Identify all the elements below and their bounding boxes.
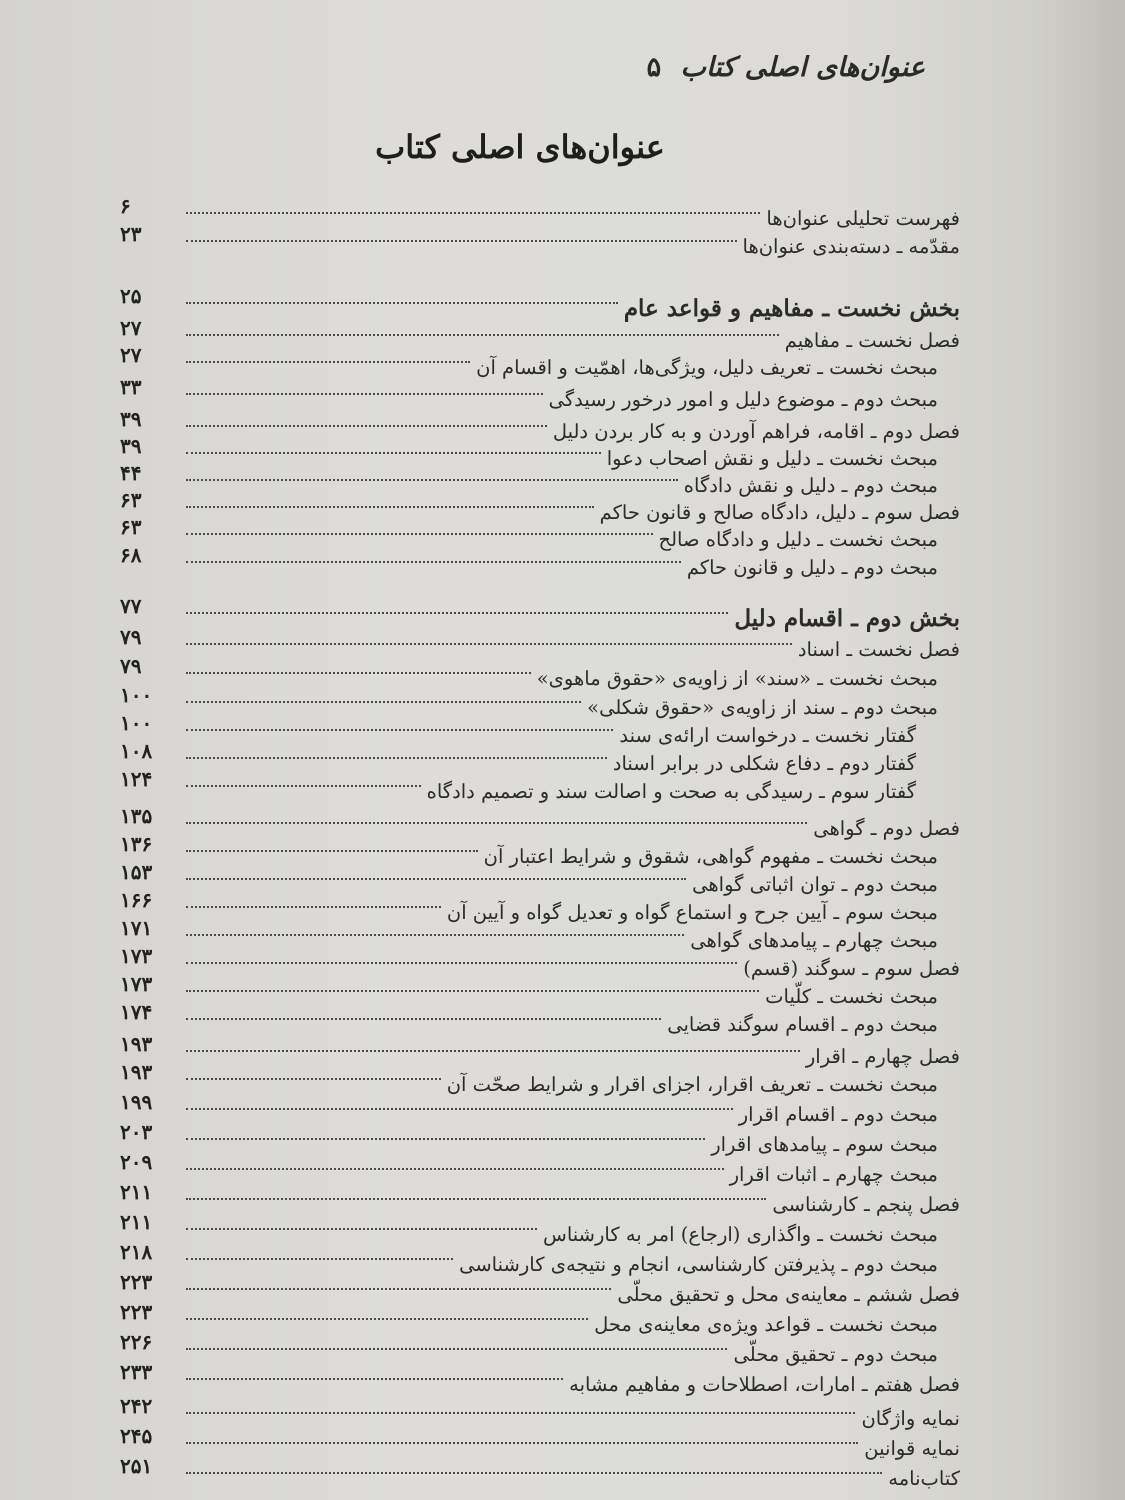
- toc-entry-page-number: ۲۵: [120, 284, 142, 308]
- toc-entry: [120, 1330, 960, 1368]
- toc-entry-page-number: ۷۹: [120, 625, 142, 649]
- toc-entry-page-number: ۶۸: [120, 543, 142, 567]
- dotted-leader: [186, 1347, 727, 1350]
- toc-entry: [120, 222, 960, 260]
- toc-entry-label: فصل چهارم ـ اقرار: [805, 1045, 960, 1068]
- toc-entry-page-number: ۱۷۳: [120, 944, 153, 968]
- toc-entry: [120, 1360, 960, 1398]
- toc-entry-page-number: ۷۷: [120, 594, 142, 618]
- toc-entry-page-number: ۲۱۱: [120, 1210, 153, 1234]
- toc-entry-label: مبحث نخست ـ «سند» از زاویه‌ی «حقوق ماهوی»: [536, 667, 938, 690]
- dotted-leader: [186, 1377, 563, 1380]
- dotted-leader: [186, 905, 441, 908]
- toc-entry: [120, 1180, 960, 1218]
- toc-entry-page-number: ۱۹۳: [120, 1060, 153, 1084]
- dotted-leader: [186, 478, 678, 481]
- toc-entry-label: گفتار دوم ـ دفاع شکلی در برابر اسناد: [612, 752, 916, 775]
- toc-entry: [120, 1060, 960, 1098]
- dotted-leader: [186, 1441, 858, 1444]
- running-header: [647, 52, 925, 83]
- toc-entry-page-number: ۱۲۴: [120, 767, 153, 791]
- toc-entry-page-number: ۲۲۳: [120, 1270, 153, 1294]
- toc-entry-label: مبحث دوم ـ توان اثباتی گواهی: [692, 873, 938, 896]
- toc-entry-label: مبحث دوم ـ تحقیق محلّی: [733, 1343, 938, 1366]
- toc-entry-label: فصل پنجم ـ کارشناسی: [772, 1193, 960, 1216]
- dotted-leader: [186, 933, 684, 936]
- dotted-leader: [186, 671, 531, 674]
- toc-entry-label: گفتار سوم ـ رسیدگی به صحت و اصالت سند و تصمیم دادگاه: [426, 780, 916, 803]
- dotted-leader: [186, 821, 807, 824]
- toc-entry-page-number: ۱۵۳: [120, 860, 153, 884]
- toc-entry-label: مبحث چهارم ـ پیامدهای گواهی: [690, 929, 938, 952]
- dotted-leader: [186, 642, 792, 645]
- toc-entry-page-number: ۶۳: [120, 515, 142, 539]
- toc-entry-page-number: ۲۰۹: [120, 1150, 153, 1174]
- toc-entry-label: کتاب‌نامه: [888, 1467, 960, 1490]
- dotted-leader: [186, 301, 618, 304]
- toc-entry-page-number: ۶: [120, 194, 131, 218]
- toc-entry-label: فصل دوم ـ اقامه، فراهم آوردن و به کار بردن دلیل: [552, 420, 960, 443]
- toc-entry-page-number: ۲۳: [120, 222, 142, 246]
- toc-entry-page-number: ۳۹: [120, 434, 142, 458]
- toc-entry-page-number: ۲۴۵: [120, 1424, 153, 1448]
- toc-entry-page-number: ۱۳۵: [120, 804, 153, 828]
- dotted-leader: [186, 1257, 453, 1260]
- dotted-leader: [186, 877, 686, 880]
- toc-entry-page-number: ۲۴۲: [120, 1394, 153, 1418]
- toc-entry-label: مبحث دوم ـ پذیرفتن کارشناسی، انجام و نتیجه‌ی کارشناسی: [459, 1253, 938, 1276]
- toc-entry-label: گفتار نخست ـ درخواست ارائه‌ی سند: [619, 724, 916, 747]
- toc-entry-label: مبحث نخست ـ تعریف اقرار، اجزای اقرار و شرایط صحّت آن: [446, 1073, 938, 1096]
- dotted-leader: [186, 1049, 800, 1052]
- dotted-leader: [186, 1227, 537, 1230]
- dotted-leader: [186, 360, 470, 363]
- dotted-leader: [186, 532, 653, 535]
- toc-entry-page-number: ۶۳: [120, 488, 142, 512]
- dotted-leader: [186, 1317, 588, 1320]
- dotted-leader: [186, 784, 421, 787]
- toc-entry: [120, 543, 960, 581]
- toc-entry: [120, 284, 960, 322]
- toc-entry: [120, 1150, 960, 1188]
- toc-entry: [120, 1000, 960, 1038]
- dotted-leader: [186, 1197, 766, 1200]
- toc-entry-label: مبحث چهارم ـ اثبات اقرار: [729, 1163, 938, 1186]
- toc-entry: [120, 625, 960, 663]
- toc-entry-page-number: ۱۹۹: [120, 1090, 153, 1114]
- toc-entry: [120, 1394, 960, 1432]
- toc-entry: [120, 375, 960, 413]
- page-title: عنوان‌های اصلی کتاب: [375, 128, 665, 166]
- toc-entry-page-number: ۲۷: [120, 316, 142, 340]
- toc-entry-label: مبحث سوم ـ پیامدهای اقرار: [711, 1133, 938, 1156]
- toc-entry-label: مبحث نخست ـ دلیل و دادگاه صالح: [658, 528, 938, 551]
- dotted-leader: [186, 989, 759, 992]
- toc-entry: [120, 343, 960, 381]
- toc-entry-page-number: ۱۶۶: [120, 888, 153, 912]
- toc-entry-label: بخش دوم ـ اقسام دلیل: [734, 605, 960, 632]
- toc-entry-label: فصل سوم ـ دلیل، دادگاه صالح و قانون حاکم: [599, 501, 960, 524]
- toc-entry-page-number: ۲۲۳: [120, 1300, 153, 1324]
- toc-entry: [120, 1424, 960, 1462]
- toc-entry-page-number: ۲۱۸: [120, 1240, 153, 1264]
- dotted-leader: [186, 392, 543, 395]
- dotted-leader: [186, 1411, 855, 1414]
- running-header-title: عنوان‌های اصلی کتاب: [680, 52, 925, 83]
- dotted-leader: [186, 424, 547, 427]
- toc-entry-label: مبحث نخست ـ کلّیات: [765, 985, 938, 1008]
- toc-entry: [120, 1120, 960, 1158]
- dotted-leader: [186, 1471, 882, 1474]
- toc-entry-label: مبحث دوم ـ اقسام اقرار: [738, 1103, 938, 1126]
- dotted-leader: [186, 961, 737, 964]
- toc-entry: [120, 1090, 960, 1128]
- toc-entry: [120, 767, 960, 805]
- toc-entry-label: مقدّمه ـ دسته‌بندی عنوان‌ها: [742, 235, 960, 258]
- toc-entry: [120, 1270, 960, 1308]
- dotted-leader: [186, 849, 478, 852]
- dotted-leader: [186, 728, 613, 731]
- toc-entry-label: مبحث نخست ـ واگذاری (ارجاع) امر به کارشناس: [543, 1223, 938, 1246]
- dotted-leader: [186, 1077, 441, 1080]
- running-header-page-number: ۵: [646, 52, 662, 83]
- dotted-leader: [186, 505, 594, 508]
- toc-entry-page-number: ۱۰۰: [120, 683, 153, 707]
- toc-entry-page-number: ۱۳۶: [120, 832, 153, 856]
- toc-entry-page-number: ۲۷: [120, 343, 142, 367]
- toc-entry-label: مبحث نخست ـ دلیل و نقش اصحاب دعوا: [606, 447, 938, 470]
- toc-entry-page-number: ۲۳۳: [120, 1360, 153, 1384]
- toc-entry: [120, 1454, 960, 1492]
- toc-entry-label: مبحث نخست ـ مفهوم گواهی، شقوق و شرایط اعتبار آن: [483, 845, 938, 868]
- dotted-leader: [186, 1167, 724, 1170]
- toc-entry: [120, 594, 960, 632]
- toc-entry-page-number: ۲۵۱: [120, 1454, 153, 1478]
- toc-entry-label: مبحث دوم ـ دلیل و قانون حاکم: [686, 556, 938, 579]
- toc-entry-page-number: ۱۰۸: [120, 739, 153, 763]
- toc-entry-label: نمایه واژگان: [861, 1407, 960, 1430]
- toc-entry-label: مبحث دوم ـ سند از زاویه‌ی «حقوق شکلی»: [587, 696, 938, 719]
- toc-entry-page-number: ۲۱۱: [120, 1180, 153, 1204]
- toc-entry-label: فصل نخست ـ مفاهیم: [784, 329, 960, 352]
- toc-entry-label: مبحث نخست ـ قواعد ویژه‌ی معاینه‌ی محل: [594, 1313, 938, 1336]
- toc-entry-page-number: ۲۲۶: [120, 1330, 153, 1354]
- toc-entry-label: مبحث دوم ـ اقسام سوگند قضایی: [667, 1013, 938, 1036]
- dotted-leader: [186, 1137, 705, 1140]
- toc-entry-label: مبحث نخست ـ تعریف دلیل، ویژگی‌ها، اهمّیت و اقسام آن: [476, 356, 938, 379]
- toc-entry-label: فصل سوم ـ سوگند (قسم): [743, 957, 960, 980]
- toc-entry-label: فهرست تحلیلی عنوان‌ها: [766, 207, 960, 230]
- toc-entry-label: مبحث دوم ـ موضوع دلیل و امور درخور رسیدگی: [548, 388, 938, 411]
- toc-entry-label: فصل دوم ـ گواهی: [813, 817, 960, 840]
- dotted-leader: [186, 333, 779, 336]
- toc-entry-label: فصل نخست ـ اسناد: [797, 638, 960, 661]
- dotted-leader: [186, 756, 607, 759]
- toc-entry-label: نمایه قوانین: [864, 1437, 960, 1460]
- toc-entry-page-number: ۱۷۴: [120, 1000, 153, 1024]
- toc-entry-page-number: ۳۹: [120, 407, 142, 431]
- toc-entry-label: بخش نخست ـ مفاهیم و قواعد عام: [623, 295, 960, 322]
- toc-entry-label: فصل ششم ـ معاینه‌ی محل و تحقیق محلّی: [617, 1283, 960, 1306]
- toc-entry: [120, 1240, 960, 1278]
- dotted-leader: [186, 451, 601, 454]
- dotted-leader: [186, 611, 728, 614]
- toc-entry: [120, 654, 960, 692]
- toc-entry-label: مبحث دوم ـ دلیل و نقش دادگاه: [683, 474, 938, 497]
- toc-entry-page-number: ۷۹: [120, 654, 142, 678]
- toc-entry-page-number: ۱۹۳: [120, 1032, 153, 1056]
- dotted-leader: [186, 560, 681, 563]
- toc-entry-page-number: ۲۰۳: [120, 1120, 153, 1144]
- dotted-leader: [186, 211, 760, 214]
- toc-entry-label: فصل هفتم ـ امارات، اصطلاحات و مفاهیم مشابه: [569, 1373, 960, 1396]
- dotted-leader: [186, 1107, 733, 1110]
- toc-entry-page-number: ۴۴: [120, 461, 142, 485]
- toc-entry-page-number: ۱۷۱: [120, 916, 153, 940]
- dotted-leader: [186, 1017, 661, 1020]
- toc-entry-page-number: ۱۷۳: [120, 972, 153, 996]
- dotted-leader: [186, 1287, 611, 1290]
- toc-entry: [120, 1210, 960, 1248]
- dotted-leader: [186, 700, 581, 703]
- dotted-leader: [186, 239, 737, 242]
- toc-entry-label: مبحث سوم ـ آیین جرح و استماع گواه و تعدیل گواه و آیین آن: [446, 901, 938, 924]
- toc-entry: [120, 1300, 960, 1338]
- toc-entry-page-number: ۱۰۰: [120, 711, 153, 735]
- toc-entry-page-number: ۳۳: [120, 375, 142, 399]
